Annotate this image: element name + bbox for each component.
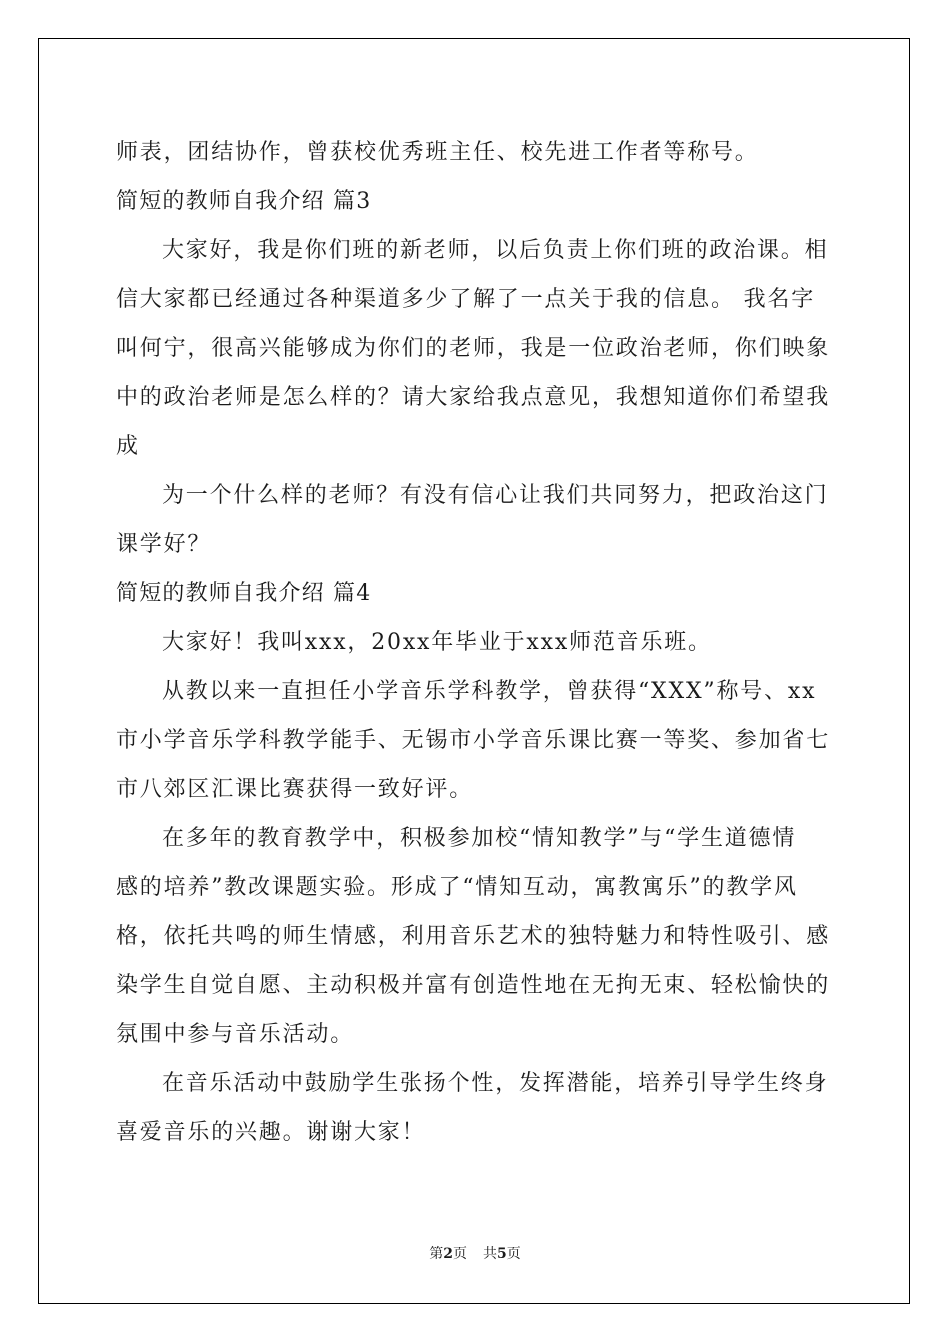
page-prefix: 第 — [429, 1246, 444, 1262]
paragraph-first-line: 大家好，我是你们班的新老师，以后负责上你们班的政治课。相 — [162, 238, 829, 263]
page-suffix: 页 — [453, 1246, 467, 1262]
text-line: 染学生自觉自愿、主动积极并富有创造性地在无拘无束、轻松愉快的 — [116, 973, 831, 998]
text-line: 市小学音乐学科教学能手、无锡市小学音乐课比赛一等奖、参加省七 — [116, 728, 831, 753]
text-line: 叫何宁，很高兴能够成为你们的老师，我是一位政治老师，你们映象 — [116, 336, 831, 361]
text-line: 感的培养”教改课题实验。形成了“情知互动，寓教寓乐”的教学风 — [116, 875, 798, 900]
text-line: 成 — [116, 434, 140, 459]
text-line: 市八郊区汇课比赛获得一致好评。 — [116, 777, 474, 802]
text-line: 课学好？ — [116, 532, 212, 557]
total-suffix: 页 — [506, 1246, 521, 1262]
paragraph-first-line: 为一个什么样的老师？有没有信心让我们共同努力，把政治这门 — [162, 483, 829, 508]
paragraph-first-line: 在音乐活动中鼓励学生张扬个性，发挥潜能，培养引导学生终身 — [162, 1071, 829, 1096]
paragraph-first-line: 大家好！我叫xxx，20xx年毕业于xxx师范音乐班。 — [162, 630, 712, 655]
paragraph-first-line: 从教以来一直担任小学音乐学科教学，曾获得“XXX”称号、xx — [162, 679, 817, 704]
text-line: 氛围中参与音乐活动。 — [116, 1022, 355, 1047]
total-pages: 5 — [497, 1246, 507, 1262]
section-heading: 简短的教师自我介绍 篇4 — [116, 581, 372, 606]
paragraph-first-line: 在多年的教育教学中，积极参加校“情知教学”与“学生道德情 — [162, 826, 797, 851]
text-line: 信大家都已经通过各种渠道多少了解了一点关于我的信息。 我名字 — [116, 287, 815, 312]
section-heading: 简短的教师自我介绍 篇3 — [116, 189, 372, 214]
text-line: 格，依托共鸣的师生情感，利用音乐艺术的独特魅力和特性吸引、感 — [116, 924, 831, 949]
text-line: 中的政治老师是怎么样的？请大家给我点意见，我想知道你们希望我 — [116, 385, 831, 410]
total-prefix: 共 — [483, 1246, 497, 1262]
page-number: 2 — [443, 1246, 453, 1262]
text-line: 师表，团结协作，曾获校优秀班主任、校先进工作者等称号。 — [116, 140, 759, 165]
document-body — [116, 128, 836, 1157]
page-footer — [0, 1244, 950, 1264]
text-line: 喜爱音乐的兴趣。谢谢大家！ — [116, 1120, 426, 1145]
